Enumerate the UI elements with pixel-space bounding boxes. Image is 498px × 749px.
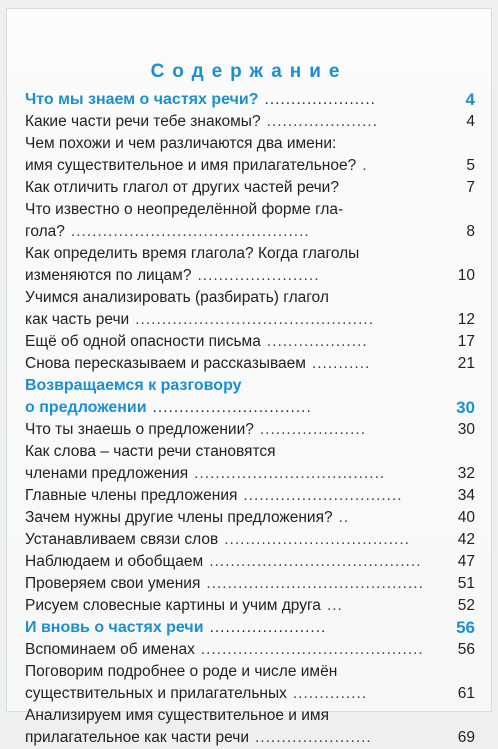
toc-entry[interactable] [25, 133, 479, 177]
entry-title: Главные члены предложения [25, 487, 238, 504]
dot-leader: ........................................ [209, 553, 422, 570]
dot-leader: ................................... [224, 531, 410, 548]
dot-leader: ................... [266, 333, 368, 350]
toc-entry[interactable] [25, 485, 479, 507]
toc-line [25, 617, 479, 639]
page-number: 10 [457, 267, 475, 284]
toc-line [25, 221, 479, 243]
dot-leader: ............................................. [70, 223, 310, 240]
toc-line [25, 353, 479, 375]
dot-leader: .......................................... [200, 641, 424, 658]
entry-title: Учимся анализировать (разбирать) глагол [25, 289, 329, 306]
toc-entry[interactable] [25, 661, 479, 705]
toc-entry[interactable] [25, 419, 479, 441]
toc-entry[interactable] [25, 639, 479, 661]
entry-title: членами предложения [25, 465, 189, 482]
entry-title: Проверяем свои умения [25, 575, 201, 592]
dot-leader: .................... [259, 421, 367, 438]
page-number: 17 [457, 333, 475, 350]
entry-title: Зачем нужны другие члены предложения? [25, 509, 333, 526]
toc-line [25, 419, 479, 441]
toc-line [25, 89, 479, 111]
page-number: 8 [466, 223, 475, 240]
entry-title: Что известно о неопределённой форме гла- [25, 201, 344, 218]
toc-entry[interactable] [25, 573, 479, 595]
entry-title: Что ты знаешь о предложении? [25, 421, 254, 438]
toc-line [25, 199, 479, 221]
toc-line [25, 507, 479, 529]
toc-line [25, 639, 479, 661]
dot-leader: ......................................... [206, 575, 424, 592]
toc-entry[interactable] [25, 507, 479, 529]
toc-line [25, 727, 479, 749]
entry-title: Наблюдаем и обобщаем [25, 553, 204, 570]
dot-leader: ...................... [209, 619, 327, 636]
page-number: 56 [457, 641, 475, 658]
dot-leader: ..................... [264, 91, 376, 108]
toc-entry[interactable] [25, 595, 479, 617]
entry-title: Ещё об одной опасности письма [25, 333, 261, 350]
toc-entry[interactable] [25, 529, 479, 551]
entry-title: Снова пересказываем и рассказываем [25, 355, 306, 372]
toc-entry[interactable] [25, 331, 479, 353]
page-number: 5 [466, 157, 475, 174]
dot-leader: .............. [292, 685, 368, 702]
page-number: 47 [457, 553, 475, 570]
dot-leader: .................................... [194, 465, 386, 482]
page-number: 51 [457, 575, 475, 592]
page-number: 32 [457, 465, 475, 482]
entry-title: существительных и прилагательных [25, 685, 287, 702]
section-title: о предложении [25, 399, 147, 416]
toc-line [25, 485, 479, 507]
toc-line [25, 683, 479, 705]
toc-line [25, 529, 479, 551]
dot-leader: .. [338, 509, 350, 526]
toc-line [25, 133, 479, 155]
section-title: Возвращаемся к разговору [25, 377, 242, 394]
page-number: 40 [457, 509, 475, 526]
dot-leader: .............................. [152, 399, 312, 416]
toc-entry[interactable] [25, 551, 479, 573]
dot-leader: ... [326, 597, 343, 614]
page-number: 30 [456, 398, 475, 417]
entry-title: прилагательное как части речи [25, 729, 249, 746]
book-page [6, 8, 492, 746]
dot-leader: . [362, 157, 368, 174]
toc-line [25, 397, 479, 419]
toc-line [25, 177, 479, 199]
toc-line [25, 705, 479, 727]
entry-title: как часть речи [25, 311, 130, 328]
entry-title: Устанавливаем связи слов [25, 531, 219, 548]
dot-leader: ...................... [255, 729, 372, 746]
page-number: 52 [457, 597, 475, 614]
page-number: 12 [457, 311, 475, 328]
toc-line [25, 265, 479, 287]
toc-entry[interactable] [25, 177, 479, 199]
toc-entry[interactable] [25, 199, 479, 243]
table-of-contents [25, 89, 479, 749]
entry-title: Поговорим подробнее о роде и числе имён [25, 663, 338, 680]
entry-title: Как отличить глагол от других частей речи? [25, 179, 339, 196]
toc-line [25, 111, 479, 133]
page-number: 30 [457, 421, 475, 438]
page-number: 34 [457, 487, 475, 504]
entry-title: Как слова – части речи становятся [25, 443, 276, 460]
toc-section[interactable] [25, 617, 479, 639]
toc-line [25, 331, 479, 353]
toc-line [25, 375, 479, 397]
toc-section[interactable] [25, 375, 479, 419]
dot-leader: .............................. [243, 487, 403, 504]
entry-title: Как определить время глагола? Когда глаголы [25, 245, 360, 262]
page-number: 21 [457, 355, 475, 372]
toc-entry[interactable] [25, 353, 479, 375]
page-number: 69 [457, 729, 475, 746]
page-number: 7 [466, 179, 475, 196]
toc-entry[interactable] [25, 243, 479, 287]
page-number: 4 [466, 113, 475, 130]
entry-title: имя существительное и имя прилагательное? [25, 157, 357, 174]
toc-line [25, 595, 479, 617]
toc-section[interactable] [25, 89, 479, 111]
toc-line [25, 309, 479, 331]
page-title: Содержание [150, 61, 348, 82]
dot-leader: ............................................. [135, 311, 375, 328]
toc-line [25, 463, 479, 485]
dot-leader: ........... [311, 355, 371, 372]
toc-line [25, 243, 479, 265]
toc-line [25, 287, 479, 309]
dot-leader: ..................... [266, 113, 379, 130]
toc-line [25, 573, 479, 595]
toc-line [25, 661, 479, 683]
entry-title: Рисуем словесные картины и учим друга [25, 597, 321, 614]
entry-title: гола? [25, 223, 65, 240]
entry-title: Анализируем имя существительное и имя [25, 707, 329, 724]
page-number: 56 [456, 618, 475, 637]
entry-title: изменяются по лицам? [25, 267, 192, 284]
toc-line [25, 441, 479, 463]
toc-entry[interactable] [25, 111, 479, 133]
toc-entry[interactable] [25, 705, 479, 749]
toc-entry[interactable] [25, 287, 479, 331]
entry-title: Какие части речи тебе знакомы? [25, 113, 261, 130]
section-title: И вновь о частях речи [25, 619, 204, 636]
entry-title: Чем похожи и чем различаются два имени: [25, 135, 337, 152]
dot-leader: ....................... [197, 267, 320, 284]
toc-entry[interactable] [25, 441, 479, 485]
page-number: 42 [457, 531, 475, 548]
page-number: 61 [457, 685, 475, 702]
toc-line [25, 155, 479, 177]
toc-line [25, 551, 479, 573]
entry-title: Вспоминаем об именах [25, 641, 195, 658]
page-number: 4 [465, 90, 475, 109]
section-title: Что мы знаем о частях речи? [25, 91, 259, 108]
